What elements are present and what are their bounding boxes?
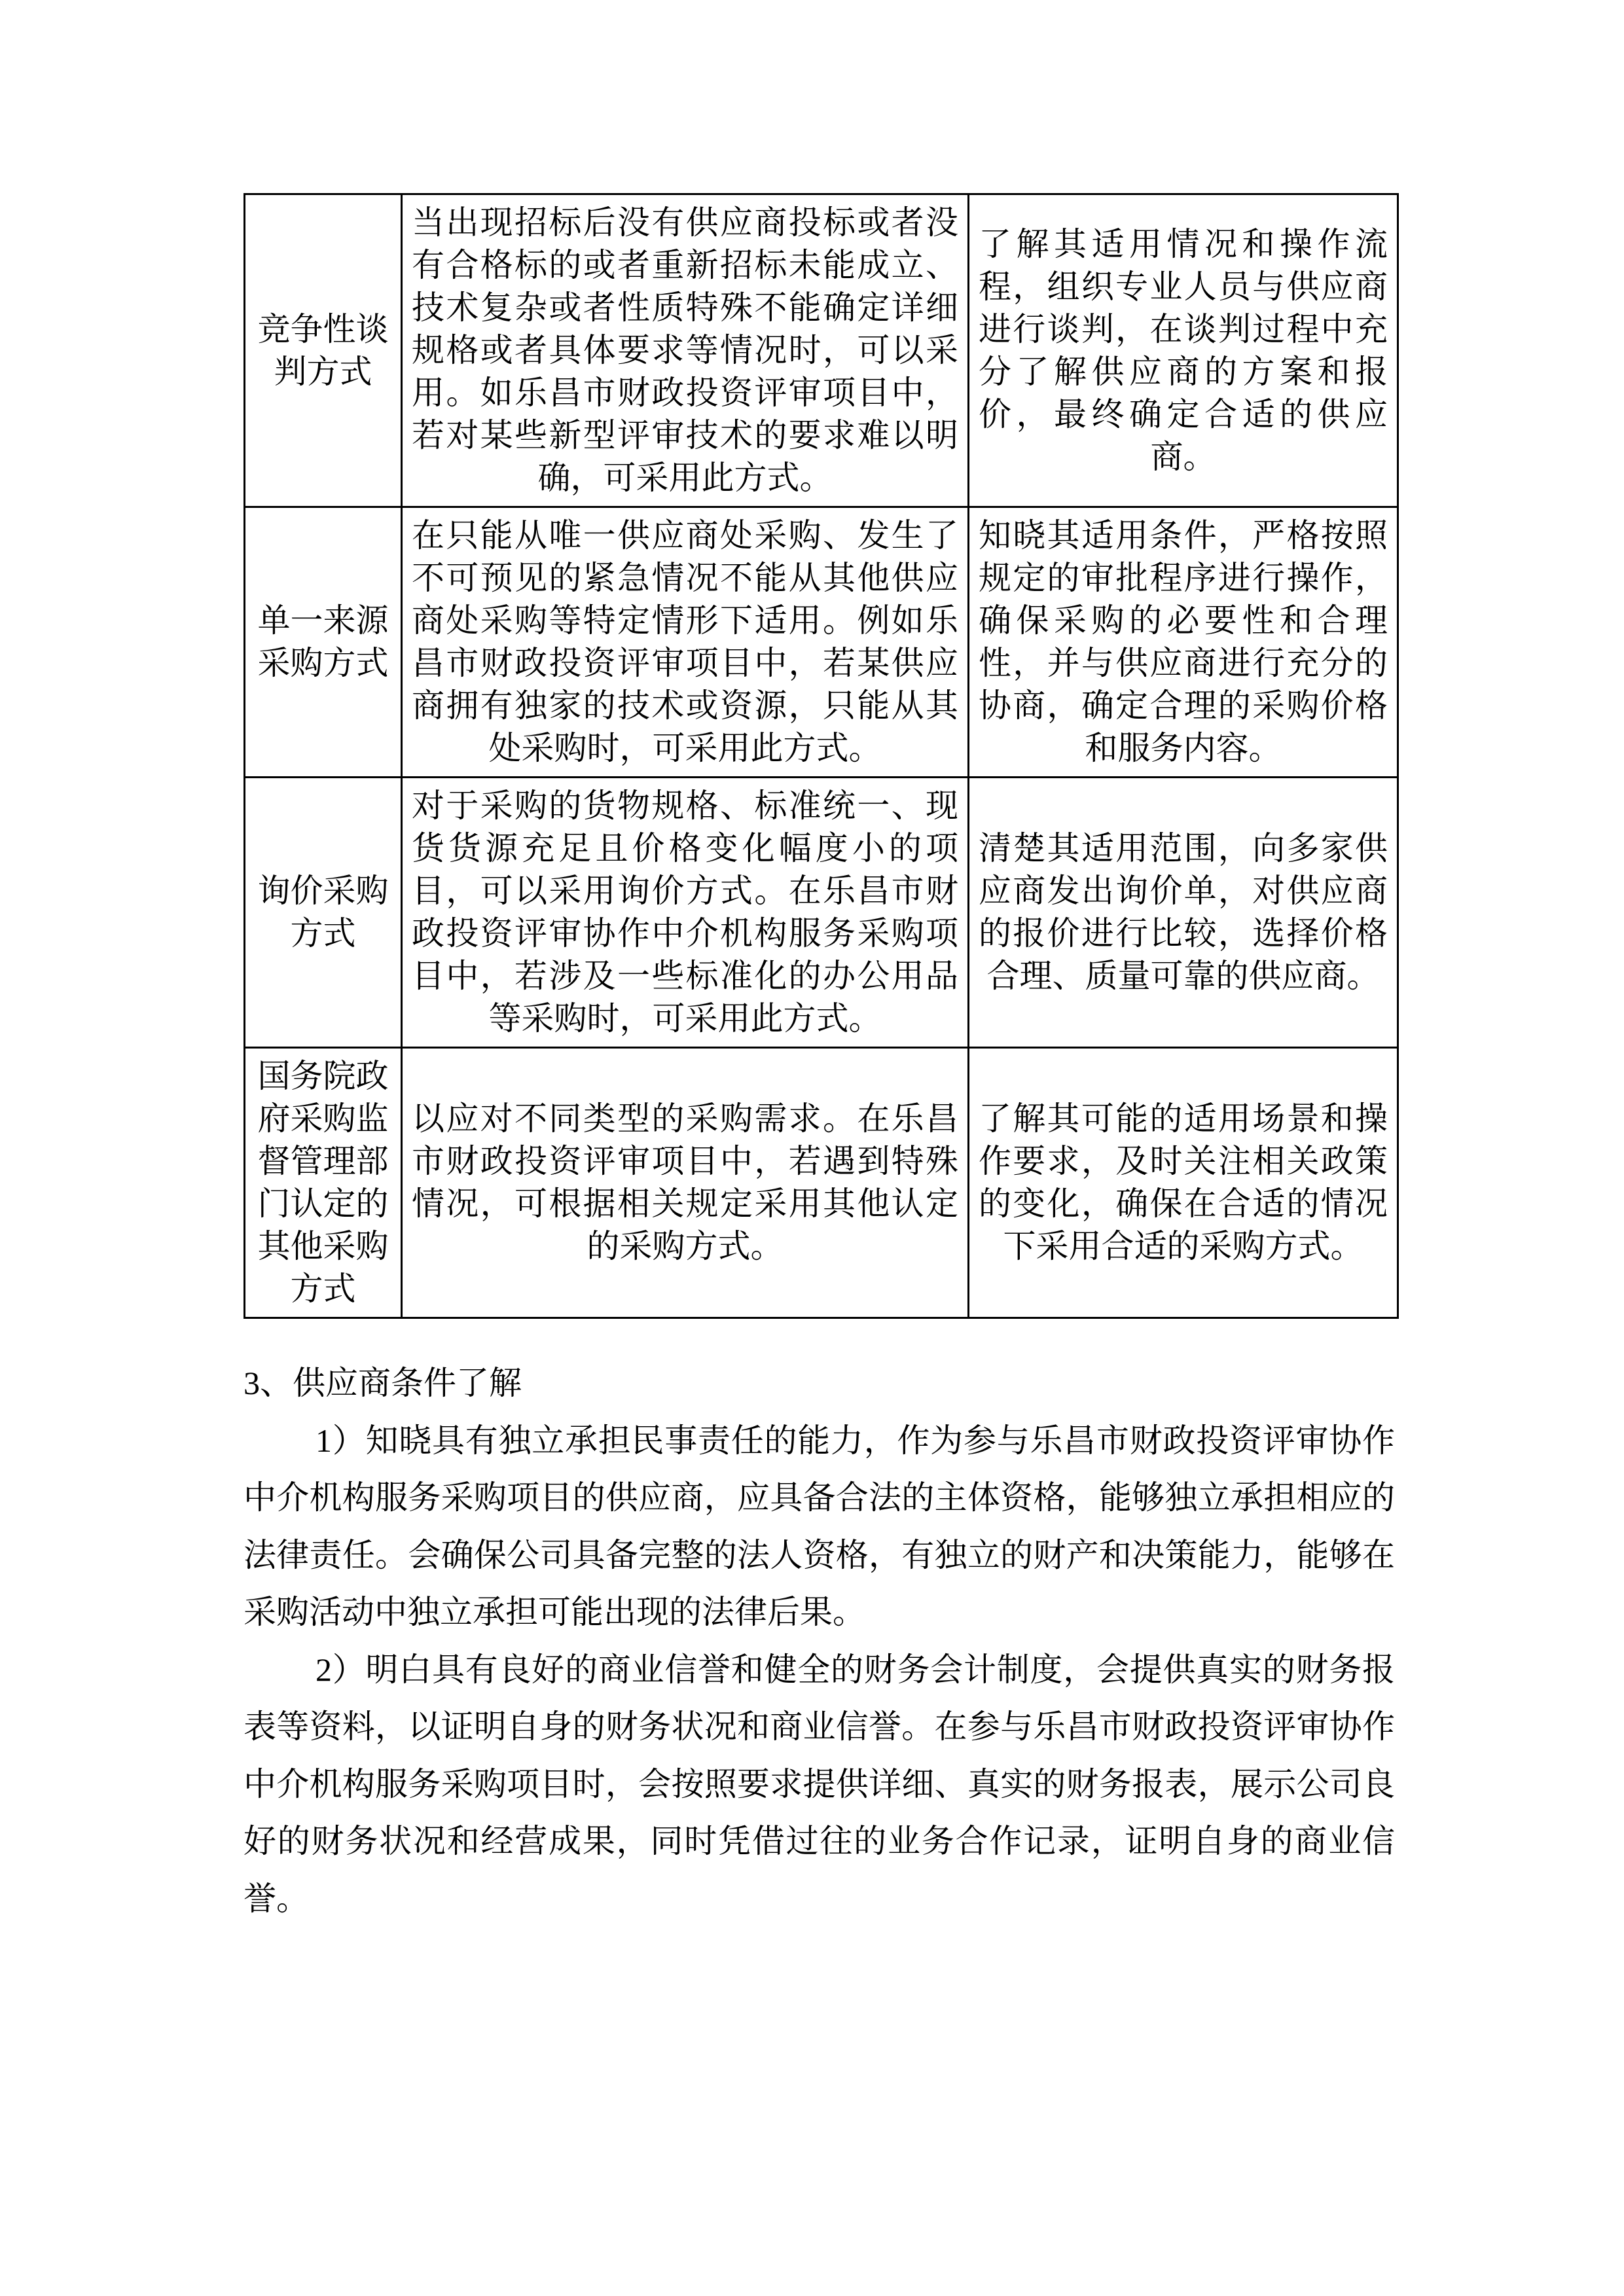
table-row <box>245 194 1398 507</box>
procurement-methods-table <box>244 193 1399 1319</box>
method-scenario-cell: 以应对不同类型的采购需求。在乐昌市财政投资评审项目中，若遇到特殊情况，可根据相关规定采用其他认定的采购方式。 <box>402 1048 969 1318</box>
method-name-cell: 国务院政府采购监督管理部门认定的其他采购方式 <box>245 1048 402 1318</box>
table-row <box>245 1048 1398 1318</box>
method-response-cell: 知晓其适用条件，严格按照规定的审批程序进行操作，确保采购的必要性和合理性，并与供应商进行充分的协商，确定合理的采购价格和服务内容。 <box>969 507 1398 778</box>
method-response-cell: 了解其可能的适用场景和操作要求，及时关注相关政策的变化，确保在合适的情况下采用合适的采购方式。 <box>969 1048 1398 1318</box>
method-scenario-cell: 在只能从唯一供应商处采购、发生了不可预见的紧急情况不能从其他供应商处采购等特定情形下适用。例如乐昌市财政投资评审项目中，若某供应商拥有独家的技术或资源，只能从其处采购时，可采用此方式。 <box>402 507 969 778</box>
body-paragraph: 2）明白具有良好的商业信誉和健全的财务会计制度，会提供真实的财务报表等资料，以证明自身的财务状况和商业信誉。在参与乐昌市财政投资评审协作中介机构服务采购项目时，会按照要求提供详细、真实的财务报表，展示公司良好的财务状况和经营成果，同时凭借过往的业务合作记录，证明自身的商业信誉。 <box>244 1651 1395 1917</box>
method-name-cell: 单一来源采购方式 <box>245 507 402 778</box>
method-response-cell: 了解其适用情况和操作流程，组织专业人员与供应商进行谈判，在谈判过程中充分了解供应商的方案和报价，最终确定合适的供应商。 <box>969 194 1398 507</box>
method-name-cell: 询价采购方式 <box>245 778 402 1048</box>
section-heading: 3、供应商条件了解 <box>244 1365 522 1401</box>
table-row <box>245 778 1398 1048</box>
method-name-cell: 竞争性谈判方式 <box>245 194 402 507</box>
table-row <box>245 507 1398 778</box>
method-response-cell: 清楚其适用范围，向多家供应商发出询价单，对供应商的报价进行比较，选择价格合理、质量可靠的供应商。 <box>969 778 1398 1048</box>
method-scenario-cell: 当出现招标后没有供应商投标或者没有合格标的或者重新招标未能成立、技术复杂或者性质特殊不能确定详细规格或者具体要求等情况时，可以采用。如乐昌市财政投资评审项目中，若对某些新型评审技术的要求难以明确，可采用此方式。 <box>402 194 969 507</box>
body-paragraph: 1）知晓具有独立承担民事责任的能力，作为参与乐昌市财政投资评审协作中介机构服务采购项目的供应商，应具备合法的主体资格，能够独立承担相应的法律责任。会确保公司具备完整的法人资格，有独立的财产和决策能力，能够在采购活动中独立承担可能出现的法律后果。 <box>244 1422 1395 1630</box>
method-scenario-cell: 对于采购的货物规格、标准统一、现货货源充足且价格变化幅度小的项目，可以采用询价方式。在乐昌市财政投资评审协作中介机构服务采购项目中，若涉及一些标准化的办公用品等采购时，可采用此方式。 <box>402 778 969 1048</box>
